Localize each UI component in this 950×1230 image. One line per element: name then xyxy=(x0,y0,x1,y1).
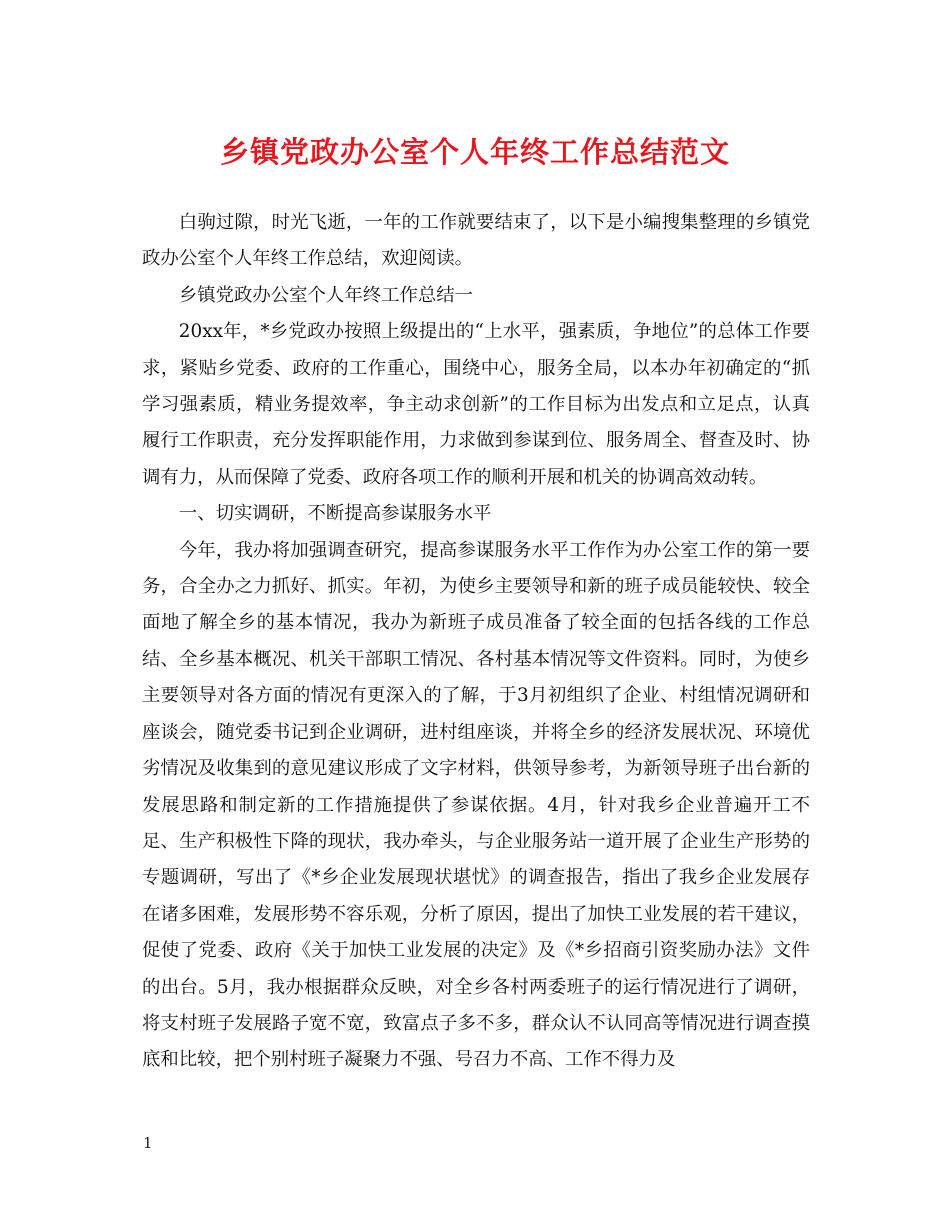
document-title: 乡镇党政办公室个人年终工作总结范文 xyxy=(219,135,730,169)
intro-paragraph: 白驹过隙，时光飞逝，一年的工作就要结束了，以下是小编搜集整理的乡镇党政办公室个人年终工作总结，欢迎阅读。 xyxy=(142,212,810,270)
document-body xyxy=(142,205,810,1079)
section-heading: 乡镇党政办公室个人年终工作总结一 xyxy=(178,284,474,306)
body-paragraph: 今年，我办将加强调查研究，提高参谋服务水平工作作为办公室工作的第一要务，合全办之力抓好、抓实。年初，为使乡主要领导和新的班子成员能较快、较全面地了解全乡的基本情况，我办为新班子成员准备了较全面的包括各线的工作总结、全乡基本概况、机关干部职工情况、各村基本情况等文件资料。同时，为使乡主要领导对各方面的情况有更深入的了解，于3月初组织了企业、村组情况调研和座谈会，随党委书记到企业调研，进村组座谈，并将全乡的经济发展状况、环境优劣情况及收集到的意见建议形成了文字材料，供领导参考，为新领导班子出台新的发展思路和制定新的工作措施提供了参谋依据。4月，针对我乡企业普遍开工不足、生产积极性下降的现状，我办牵头，与企业服务站一道开展了企业生产形势的专题调研，写出了《*乡企业发展现状堪忧》的调查报告，指出了我乡企业发展存在诸多困难，发展形势不容乐观，分析了原因，提出了加快工业发展的若干建议，促使了党委、政府《关于加快工业发展的决定》及《*乡招商引资奖励办法》文件的出台。5月，我办根据群众反映，对全乡各村两委班子的运行情况进行了调研，将支村班子发展路子宽不宽，致富点子多不多，群众认不认同高等情况进行调查摸底和比较，把个别村班子凝聚力不强、号召力不高、工作不得力及 xyxy=(142,539,810,1071)
body-paragraph: 20xx年，*乡党政办按照上级提出的“上水平，强素质，争地位”的总体工作要求，紧贴乡党委、政府的工作重心，围绕中心，服务全局，以本办年初确定的“抓学习强素质，精业务提效率，争主动求创新”的工作目标为出发点和立足点，认真履行工作职责，充分发挥职能作用，力求做到参谋到位、服务周全、督查及时、协调有力，从而保障了党委、政府各项工作的顺利开展和机关的协调高效动转。 xyxy=(142,321,810,488)
page-number: 1 xyxy=(143,1134,153,1152)
subsection-heading: 一、切实调研，不断提高参谋服务水平 xyxy=(178,503,492,525)
